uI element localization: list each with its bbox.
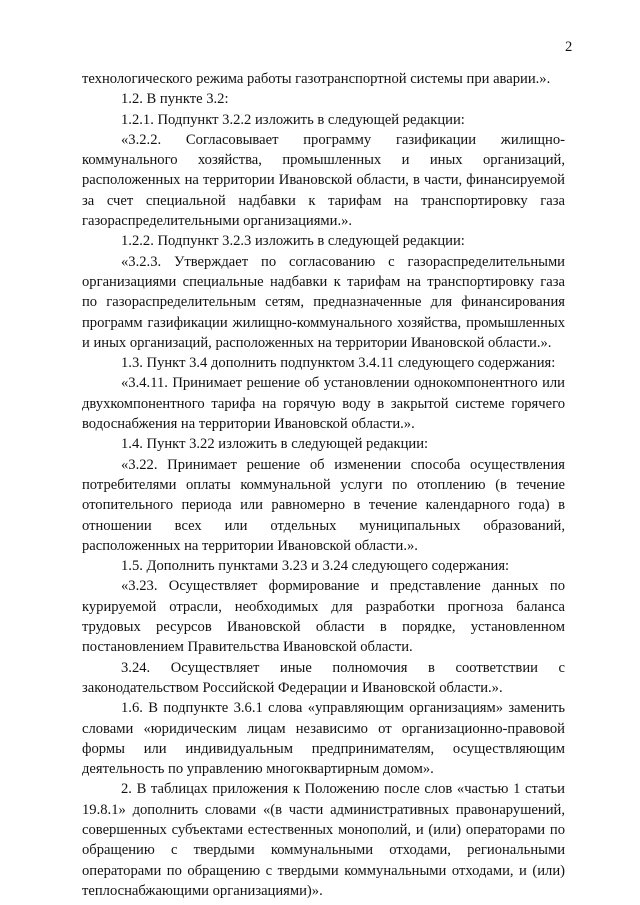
paragraph: 1.3. Пункт 3.4 дополнить подпунктом 3.4.11 следующего содержания: bbox=[121, 355, 556, 372]
paragraph: «3.22. Принимает решение об изменении способа осуществления потребителями оплаты коммунальной услуги по отоплению (в течение отопительного периода или равномерно в течение календарного года) в отношении всех или отдельных муниципальных образований, расположенных на территории Ивановской области.». bbox=[82, 456, 565, 554]
document-body bbox=[82, 69, 565, 901]
paragraph: «3.2.3. Утверждает по согласованию с газораспределительными организациями специальные надбавки к тарифам на транспортировку газа по газораспределительным сетям, предназначенные для финансирования программ газификации жилищно-коммунального хозяйства, промышленных и иных организаций, расположенных на территории Ивановской области.». bbox=[82, 253, 565, 351]
paragraph: «3.23. Осуществляет формирование и представление данных по курируемой отрасли, необходимых для разработки прогноза баланса трудовых ресурсов Ивановской области в порядке, установленном постановлением Правительства Ивановской области. bbox=[82, 578, 565, 656]
paragraph: 1.6. В подпункте 3.6.1 слова «управляющим организациям» заменить словами «юридическим лицам независимо от организационно-правовой формы или индивидуальным предпринимателям, осуществляющим деятельность по управлению многоквартирным домом». bbox=[82, 700, 565, 778]
paragraph: 3.24. Осуществляет иные полномочия в соответствии с законодательством Российской Федерации и Ивановской области.». bbox=[82, 659, 565, 696]
paragraph: 1.5. Дополнить пунктами 3.23 и 3.24 следующего содержания: bbox=[121, 558, 510, 575]
paragraph: 1.2.1. Подпункт 3.2.2 изложить в следующей редакции: bbox=[121, 111, 465, 128]
paragraph: 1.2. В пункте 3.2: bbox=[121, 91, 229, 108]
paragraph: «3.2.2. Согласовывает программу газификации жилищно-коммунального хозяйства, промышленных и иных организаций, расположенных на территории Ивановской области, в части, финансируемой за счет специальной надбавки к тарифам на транспортировку газа газораспределительными организациями.». bbox=[82, 131, 565, 230]
paragraph: технологического режима работы газотранспортной системы при аварии.». bbox=[82, 71, 551, 87]
page-number: 2 bbox=[565, 39, 573, 55]
paragraph: «3.4.11. Принимает решение об установлении однокомпонентного или двухкомпонентного тарифа на горячую воду в закрытой системе горячего водоснабжения на территории Ивановской области.». bbox=[82, 375, 565, 433]
paragraph: 1.2.2. Подпункт 3.2.3 изложить в следующей редакции: bbox=[121, 233, 465, 250]
paragraph: 2. В таблицах приложения к Положению после слов «частью 1 статьи 19.8.1» дополнить словами «(в части административных правонарушений, совершенных субъектами естественных монополий, и (или) операторами по обращению с твердыми коммунальными отходами, региональными операторами по обращению с твердыми коммунальными отходами, и (или) теплоснабжающими организациями)». bbox=[82, 781, 565, 899]
paragraph: 1.4. Пункт 3.22 изложить в следующей редакции: bbox=[121, 436, 429, 453]
